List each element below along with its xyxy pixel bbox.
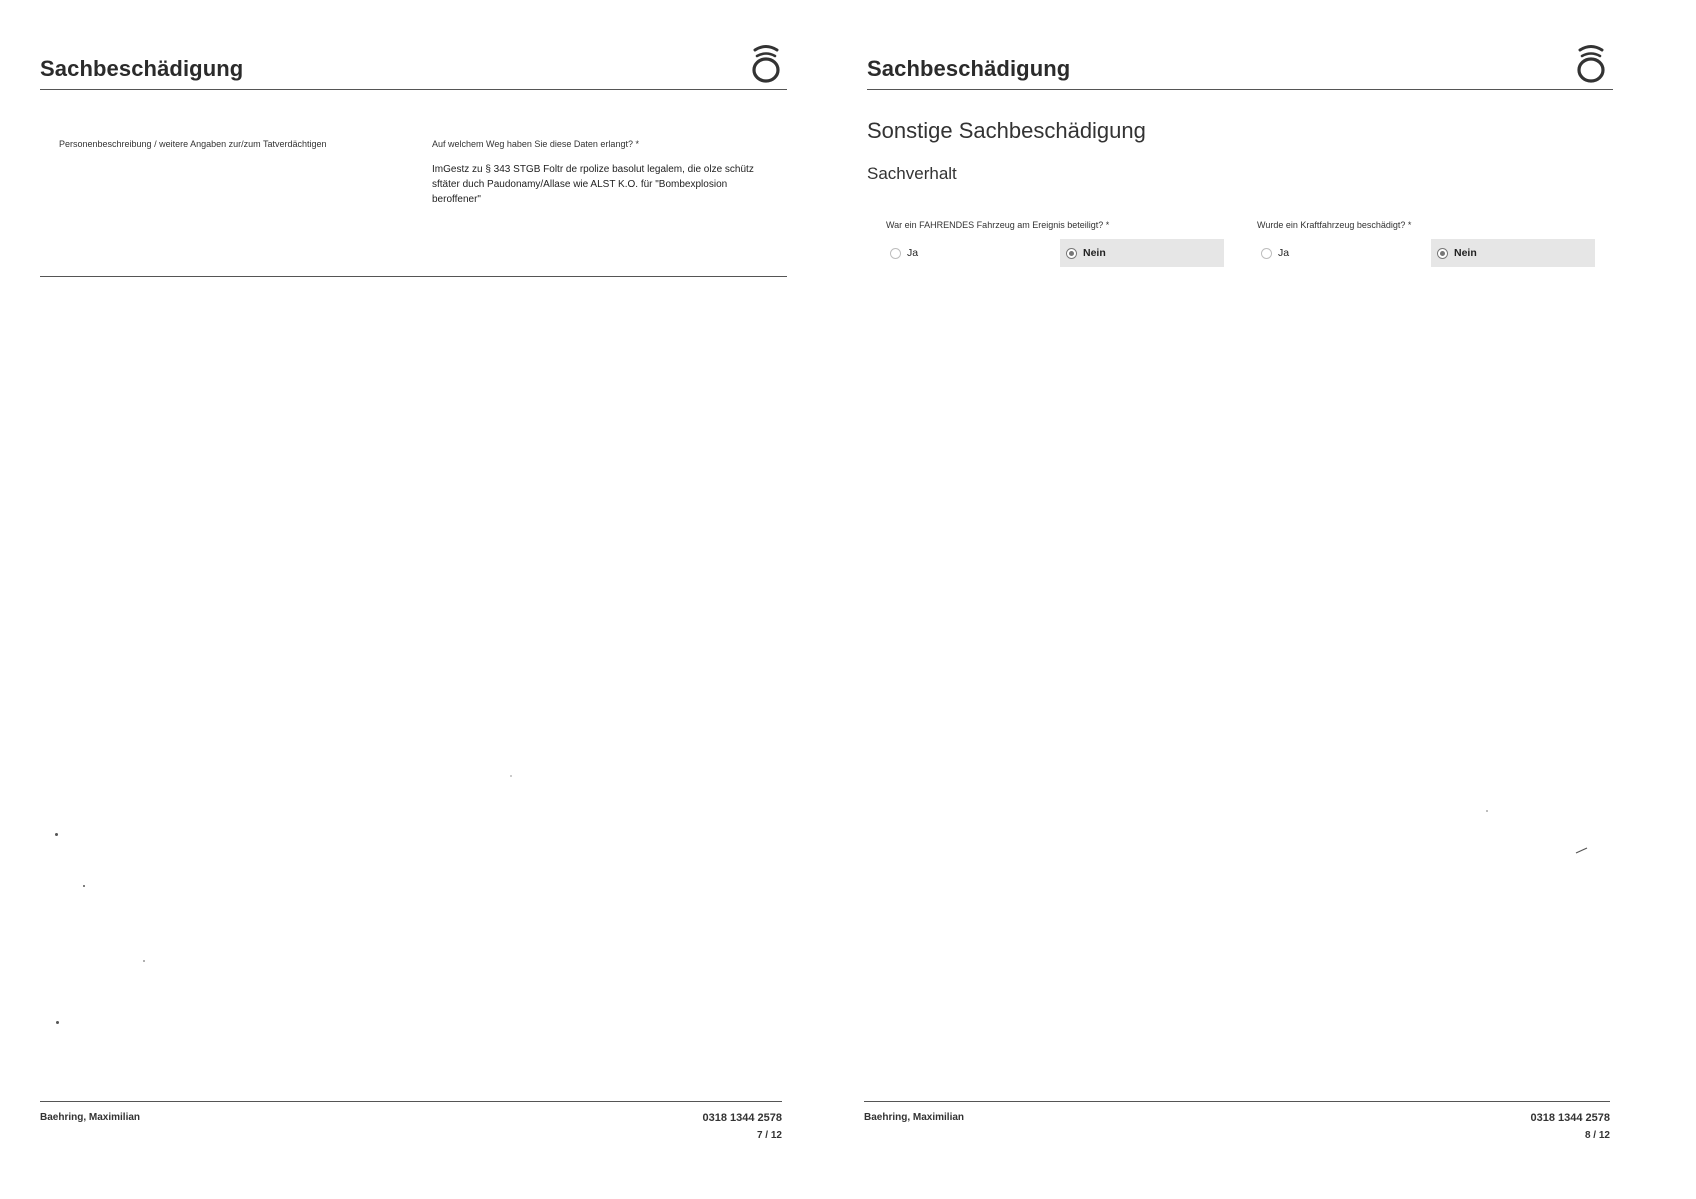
page-title: Sachbeschädigung — [40, 56, 244, 81]
option-label: Nein — [1454, 247, 1477, 259]
moving-vehicle-no-option[interactable] — [1060, 239, 1224, 267]
page-title: Sachbeschädigung — [867, 56, 1071, 81]
scan-speck — [83, 885, 85, 887]
scan-speck — [510, 775, 512, 777]
option-label: Nein — [1083, 247, 1106, 259]
question-vehicle-damaged-label: Wurde ein Kraftfahrzeug beschädigt? * — [1257, 220, 1412, 230]
footer-case-number: 0318 1344 2578 — [702, 1112, 782, 1124]
scan-mark — [1575, 846, 1589, 854]
police-logo-icon — [1574, 42, 1608, 84]
footer-rule — [864, 1101, 1610, 1102]
radio-button-selected[interactable] — [1066, 248, 1077, 259]
question-moving-vehicle-label: War ein FAHRENDES Fahrzeug am Ereignis beteiligt? * — [886, 220, 1110, 230]
vehicle-damaged-no-option[interactable] — [1431, 239, 1595, 267]
header-rule — [40, 89, 787, 90]
option-label: Ja — [907, 247, 919, 259]
data-source-question: Auf welchem Weg haben Sie diese Daten erlangt? * — [432, 139, 639, 149]
scan-speck — [56, 1021, 59, 1024]
footer-author-name: Baehring, Maximilian — [864, 1112, 965, 1123]
scan-speck — [1486, 810, 1488, 812]
data-source-answer: ImGestz zu § 343 STGB Foltr de rpolize basolut legalem, die olze schütz sftäter duch Paudonamy/Allase wie ALST K.O. für "Bombexplosion beroffener" — [432, 164, 754, 205]
section-end-rule — [40, 276, 787, 277]
suspect-description-label: Personenbeschreibung / weitere Angaben zur/zum Tatverdächtigen — [59, 139, 327, 149]
radio-button[interactable] — [890, 248, 901, 259]
police-logo-icon — [749, 42, 783, 84]
document-page-8 — [848, 0, 1696, 1199]
header-rule — [867, 89, 1613, 90]
section-heading: Sonstige Sachbeschädigung — [867, 118, 1146, 143]
footer-case-number: 0318 1344 2578 — [1530, 1112, 1610, 1124]
footer-author-name: Baehring, Maximilian — [40, 1112, 141, 1123]
moving-vehicle-yes-option[interactable] — [884, 239, 1034, 267]
option-label: Ja — [1278, 247, 1290, 259]
vehicle-damaged-yes-option[interactable] — [1255, 239, 1405, 267]
subsection-heading: Sachverhalt — [867, 164, 957, 183]
footer-rule — [40, 1101, 782, 1102]
radio-button[interactable] — [1261, 248, 1272, 259]
scan-speck — [55, 833, 58, 836]
footer-page-number: 8 / 12 — [1584, 1130, 1610, 1141]
scan-speck — [143, 960, 145, 962]
footer-page-number: 7 / 12 — [756, 1130, 782, 1141]
radio-button-selected[interactable] — [1437, 248, 1448, 259]
